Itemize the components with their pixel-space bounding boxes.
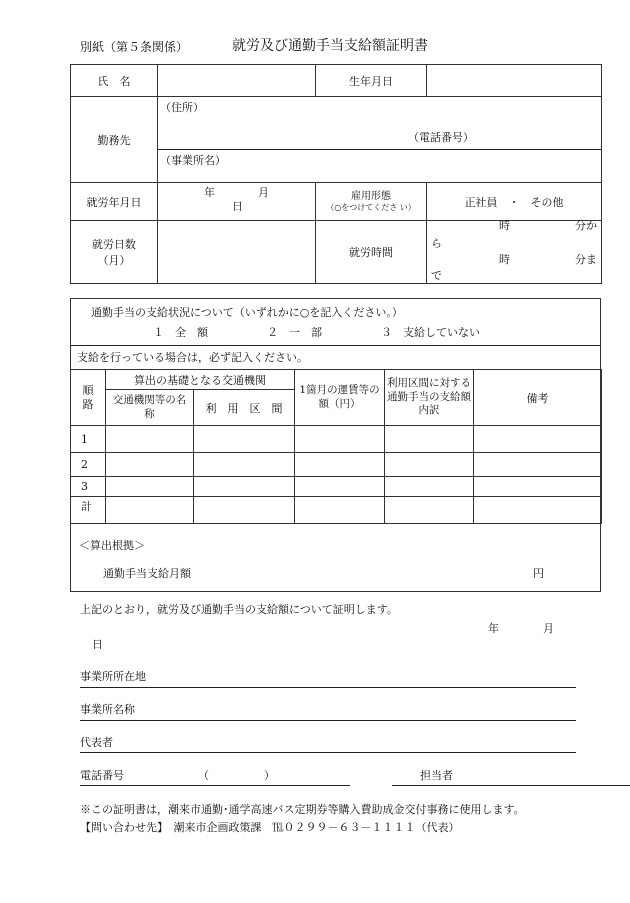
cell[interactable] xyxy=(385,477,474,497)
minute-unit-from: 分か xyxy=(575,219,597,232)
workplace-input[interactable] xyxy=(158,97,602,183)
birth-date-input[interactable] xyxy=(427,65,602,97)
hour-unit-from: 時 xyxy=(499,219,510,232)
workplace-label: 勤務先 xyxy=(71,97,158,183)
birth-date-label: 生年月日 xyxy=(316,65,427,97)
work-days-input[interactable] xyxy=(158,221,316,284)
cell[interactable] xyxy=(295,426,385,453)
cell[interactable] xyxy=(474,453,602,477)
row-label: 1 xyxy=(71,426,106,453)
cert-phone-paren: （ ） xyxy=(198,769,275,782)
attachment-label: 別紙（第５条関係） xyxy=(80,40,189,54)
cell[interactable] xyxy=(194,426,295,453)
office-address-line[interactable] xyxy=(80,687,576,688)
representative-line[interactable] xyxy=(80,752,576,753)
usage-note: ※この証明書は，潮来市通勤･通学高速バス定期券等購入費助成金交付事務に使用します。 xyxy=(80,803,525,816)
name-input[interactable] xyxy=(158,65,316,97)
work-date-input[interactable] xyxy=(158,183,316,221)
hour-unit-to: 時 xyxy=(499,253,510,266)
transport-table xyxy=(70,369,602,524)
cell[interactable] xyxy=(385,426,474,453)
yen-unit: 円 xyxy=(533,567,544,580)
cert-phone-label: 電話番号 xyxy=(80,769,124,782)
person-in-charge-line[interactable] xyxy=(392,785,630,786)
representative-label: 代表者 xyxy=(80,736,113,749)
cert-month-unit: 月 xyxy=(543,622,554,635)
row-label: 3 xyxy=(71,477,106,497)
employment-type-label: 雇用形態 （○をつけてくださ い） xyxy=(316,183,427,221)
status-divider xyxy=(71,345,600,346)
year-unit: 年 xyxy=(204,186,215,199)
cell[interactable] xyxy=(385,497,474,524)
phone-number-label: （電話番号） xyxy=(408,131,474,144)
cell[interactable] xyxy=(194,477,295,497)
work-date-label: 就労年月日 xyxy=(71,183,158,221)
cell[interactable] xyxy=(194,497,295,524)
calc-basis-label: ＜算出根拠＞ xyxy=(79,539,145,552)
option-partial[interactable]: ２ 一 部 xyxy=(267,326,322,339)
cell[interactable] xyxy=(295,477,385,497)
work-hours-label: 就労時間 xyxy=(316,221,427,284)
cell[interactable] xyxy=(295,453,385,477)
time-from-label: ら xyxy=(431,237,442,250)
must-fill-note: 支給を行っている場合は，必ず記入ください。 xyxy=(77,351,308,364)
phone-line[interactable] xyxy=(80,785,350,786)
page-title: 就労及び通勤手当支給額証明書 xyxy=(232,38,428,54)
name-label: 氏 名 xyxy=(71,65,158,97)
work-days-label: 就労日数 （月） xyxy=(71,221,158,284)
office-name-label: （事業所名） xyxy=(160,154,226,167)
option-full-amount[interactable]: １ 全 額 xyxy=(153,326,208,339)
month-unit: 月 xyxy=(258,186,269,199)
cell[interactable] xyxy=(385,453,474,477)
cell[interactable] xyxy=(106,497,194,524)
cell[interactable] xyxy=(106,477,194,497)
contact-info: 【問い合わせ先】 潮来市企画政策課 ℡０２９９－６３－１１１１（代表） xyxy=(80,821,460,834)
day-unit: 日 xyxy=(232,200,243,213)
cell[interactable] xyxy=(194,453,295,477)
office-address-label: 事業所所在地 xyxy=(80,670,146,683)
cell[interactable] xyxy=(474,477,602,497)
cert-day-unit: 日 xyxy=(92,638,103,651)
row-label: 2 xyxy=(71,453,106,477)
status-question: 通勤手当の支給状況について（いずれかに○を記入ください。） xyxy=(91,306,403,319)
office-name-line[interactable] xyxy=(80,720,576,721)
person-in-charge-label: 担当者 xyxy=(420,769,453,782)
col-breakdown: 利用区間に対する通勤手当の支給額内訳 xyxy=(385,370,474,426)
time-to-label: で xyxy=(431,269,442,282)
cell[interactable] xyxy=(106,426,194,453)
workplace-divider xyxy=(158,149,601,150)
col-fare: 1箇月の運賃等の額（円） xyxy=(295,370,385,426)
col-section: 利 用 区 間 xyxy=(194,390,295,426)
cell[interactable] xyxy=(295,497,385,524)
col-route: 順路 xyxy=(71,370,106,426)
option-not-paid[interactable]: ３ 支給していない xyxy=(381,326,480,339)
certification-statement: 上記のとおり，就労及び通勤手当の支給額について証明します。 xyxy=(80,603,398,616)
col-transport-name: 交通機関等の名称 xyxy=(106,390,194,426)
work-hours-input[interactable] xyxy=(427,221,602,284)
monthly-amount-label: 通勤手当支給月額 xyxy=(103,567,191,580)
office-name-label: 事業所名称 xyxy=(80,703,135,716)
cell[interactable] xyxy=(474,426,602,453)
employee-info-form xyxy=(70,64,601,283)
address-label: （住所） xyxy=(160,101,204,114)
cell[interactable] xyxy=(474,497,602,524)
employment-type-options[interactable]: 正社員 ・ その他 xyxy=(427,183,602,221)
commute-allowance-form xyxy=(70,298,601,592)
col-basis: 算出の基礎となる交通機関 xyxy=(106,370,295,390)
minute-unit-to: 分ま xyxy=(575,253,597,266)
row-label-total: 計 xyxy=(71,497,106,524)
cert-year-unit: 年 xyxy=(488,622,499,635)
col-remarks: 備考 xyxy=(474,370,602,426)
cell[interactable] xyxy=(106,453,194,477)
